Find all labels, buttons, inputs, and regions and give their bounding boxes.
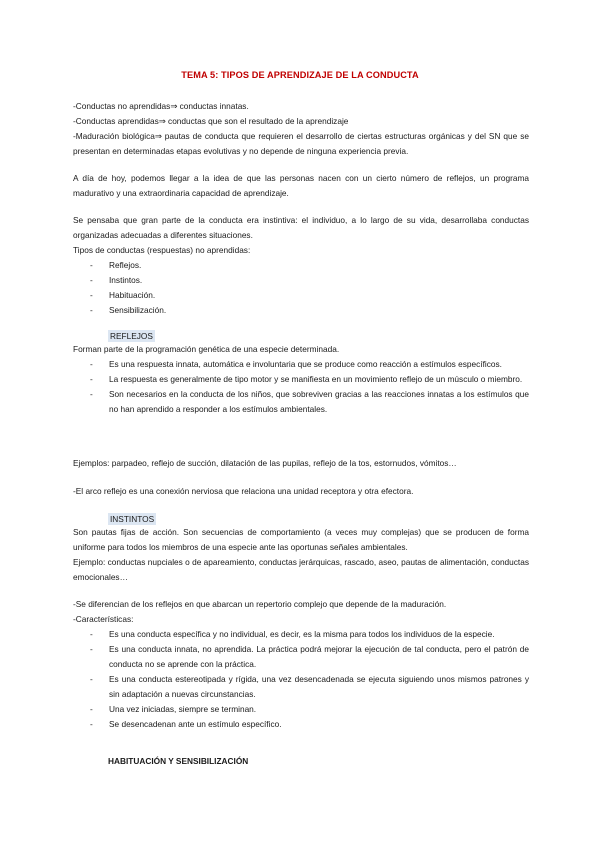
reflejos-arco: -El arco reflejo es una conexión nerviosa que relaciona una unidad receptora y otra efectora. <box>73 486 414 496</box>
list-item: - Una vez iniciadas, siempre se terminan. <box>90 704 257 714</box>
list-item: - Se desencadenan ante un estímulo específico. <box>90 719 282 729</box>
list-item: - Es una conducta innata, no aprendida. La práctica podrá mejorar la ejecución de tal conducta, pero el patrón de conducta no se aprende con la práctica. <box>90 644 529 669</box>
section-heading-instintos: INSTINTOS <box>110 514 155 524</box>
reflejos-intro: Forman parte de la programación genética de una especie determinada. <box>73 344 340 354</box>
list-item: - Instintos. <box>90 275 143 285</box>
instintos-list <box>73 627 529 732</box>
instintos-caracteristicas-label: -Características: <box>73 614 134 624</box>
paragraph-instintiva: Se pensaba que gran parte de la conducta era instintiva: el individuo, a lo largo de su vida, desarrollaba conductas organizadas adecuadas a diferentes situaciones. <box>73 215 529 240</box>
list-item: - Es una respuesta innata, automática e involuntaria que se produce como reacción a estímulos específicos. <box>90 359 502 369</box>
intro-line-1: -Conductas no aprendidas⇒ conductas innatas. <box>73 101 249 111</box>
instintos-def: Son pautas fijas de acción. Son secuencias de comportamiento (a veces muy complejas) que se producen de forma uniforme para todos los miembros de una especie ante las oportunas señales ambientales. <box>73 527 529 552</box>
reflejos-ejemplos: Ejemplos: parpadeo, reflejo de succión, dilatación de las pupilas, reflejo de la tos, estornudos, vómitos… <box>73 458 457 468</box>
list-item: - Sensibilización. <box>90 305 167 315</box>
section-heading-reflejos: REFLEJOS <box>110 331 153 341</box>
list-item: - Es una conducta específica y no individual, es decir, es la misma para todos los individuos de la especie. <box>90 629 495 639</box>
list-item: - Son necesarios en la conducta de los niños, que sobreviven gracias a las reacciones innatas a los estímulos que no han aprendido a responder a los estímulos ambientales. <box>90 389 529 414</box>
instintos-diferencia: -Se diferencian de los reflejos en que abarcan un repertorio complejo que depende de la maduración. <box>73 599 447 609</box>
list-item: - La respuesta es generalmente de tipo motor y se manifiesta en un movimiento reflejo de un músculo o miembro. <box>90 374 523 384</box>
tipos-list <box>73 258 529 318</box>
instintos-ejemplo: Ejemplo: conductas nupciales o de apareamiento, conductas jerárquicas, rascado, aseo, pautas de alimentación, conductas emocionales… <box>73 557 529 582</box>
intro-line-3: -Maduración biológica⇒ pautas de conducta que requieren el desarrollo de ciertas estructuras orgánicas y del SN que se presentan en determinadas etapas evolutivas y no depende de ninguna experiencia previa. <box>73 131 529 156</box>
list-item: - Reflejos. <box>90 260 142 270</box>
list-item: - Habituación. <box>90 290 156 300</box>
reflejos-list <box>73 357 529 417</box>
paragraph-hoy: A día de hoy, podemos llegar a la idea de que las personas nacen con un cierto número de reflejos, un programa madurativo y una extraordinaria capacidad de aprendizaje. <box>73 173 529 198</box>
intro-line-2: -Conductas aprendidas⇒ conductas que son el resultado de la aprendizaje <box>73 116 349 126</box>
page-title: TEMA 5: TIPOS DE APRENDIZAJE DE LA CONDUCTA <box>181 70 419 80</box>
section-heading-habituacion: HABITUACIÓN Y SENSIBILIZACIÓN <box>108 756 249 766</box>
list-item: - Es una conducta estereotipada y rígida, una vez desencadenada se ejecuta siguiendo unos mismos patrones y sin adaptación a nuevas circunstancias. <box>90 674 529 699</box>
tipos-label: Tipos de conductas (respuestas) no aprendidas: <box>73 245 251 255</box>
